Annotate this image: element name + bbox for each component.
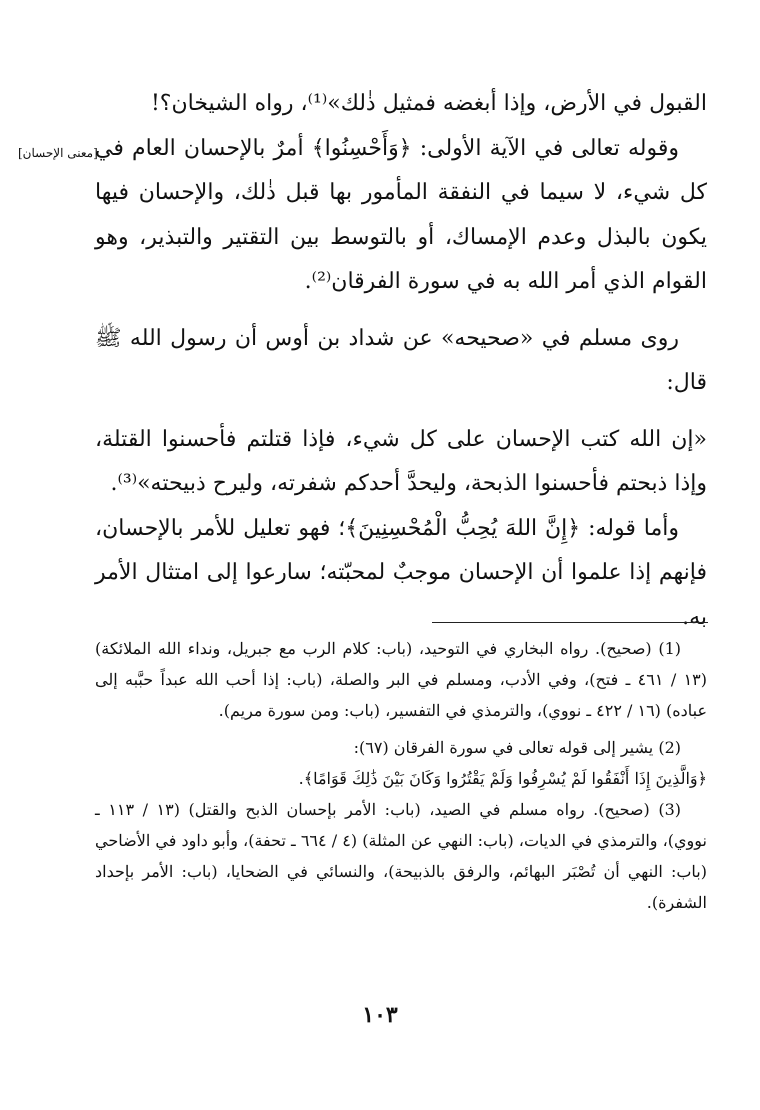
page-number: ١٠٣ xyxy=(362,1002,398,1028)
main-text xyxy=(95,82,707,640)
footnote: (3) (صحيح). رواه مسلم في الصيد، (باب: الأمر بإحسان الذبح والقتل) (١٣ / ١١٣ ـ نووي)، والترمذي في الديات، (باب: النهي عن المثلة) (٤ / ٦٦٤ ـ تحفة)، وأبو داود في الأضاحي (باب: النهي أن تُصْبَر البهائم، والرفق بالذبيحة)، والنسائي في الضحايا، (باب: الأمر بإحداد الشفرة). xyxy=(95,800,707,912)
footnote-divider xyxy=(432,622,708,623)
footnote: (2) يشير إلى قوله تعالى في سورة الفرقان (٦٧): xyxy=(353,738,681,757)
hadith-quote: «إن الله كتب الإحسان على كل شيء، فإذا قتلتم فأحسنوا القتلة، وإذا ذبحتم فأحسنوا الذبحة، وليحدَّ أحدكم شفرته، وليرح ذبيحته»⁽³⁾. xyxy=(95,426,707,496)
footnote: (1) (صحيح). رواه البخاري في التوحيد، (باب: كلام الرب مع جبريل، ونداء الله الملائكة) (١٣ / ٤٦١ ـ فتح)، وفي الأدب، ومسلم في البر والصلة، (باب: إذا أحب الله عبداً حبَّبه إلى عباده) (١٦ / ٤٢٢ ـ نووي)، والترمذي في التفسير، (باب: ومن سورة مريم). xyxy=(95,639,708,720)
footnote-verse: ﴿وَالَّذِينَ إِذَا أَنْفَقُوا لَمْ يُسْرِفُوا وَلَمْ يَقْتُرُوا وَكَانَ بَيْنَ ذَٰلِكَ قَوَامًا﴾. xyxy=(298,769,707,788)
paragraph: روى مسلم في «صحيحه» عن شداد بن أوس أن رسول الله ﷺ قال: xyxy=(95,325,707,395)
paragraph: وقوله تعالى في الآية الأولى: ﴿وَأَحْسِنُوا﴾ أمرٌ بالإحسان العام في كل شيء، لا سيما في النفقة المأمور بها قبل ذٰلك، والإحسان فيها يكون بالبذل وعدم الإمساك، أو بالتوسط بين التقتير والتبذير، وهو القوام الذي أمر الله به في سورة الفرقان⁽²⁾. xyxy=(95,135,707,294)
margin-note: [معنى الإحسان] xyxy=(18,146,98,160)
paragraph: القبول في الأرض، وإذا أبغضه فمثيل ذٰلك»⁽¹⁾، رواه الشيخان؟! xyxy=(150,91,707,116)
paragraph: وأما قوله: ﴿إِنَّ اللهَ يُحِبُّ الْمُحْسِنِينَ﴾؛ فهو تعليل للأمر بالإحسان، فإنهم إذا علموا أن الإحسان موجبٌ لمحبّته؛ سارعوا إلى امتثال الأمر به. xyxy=(95,515,707,630)
footnotes xyxy=(95,633,707,918)
